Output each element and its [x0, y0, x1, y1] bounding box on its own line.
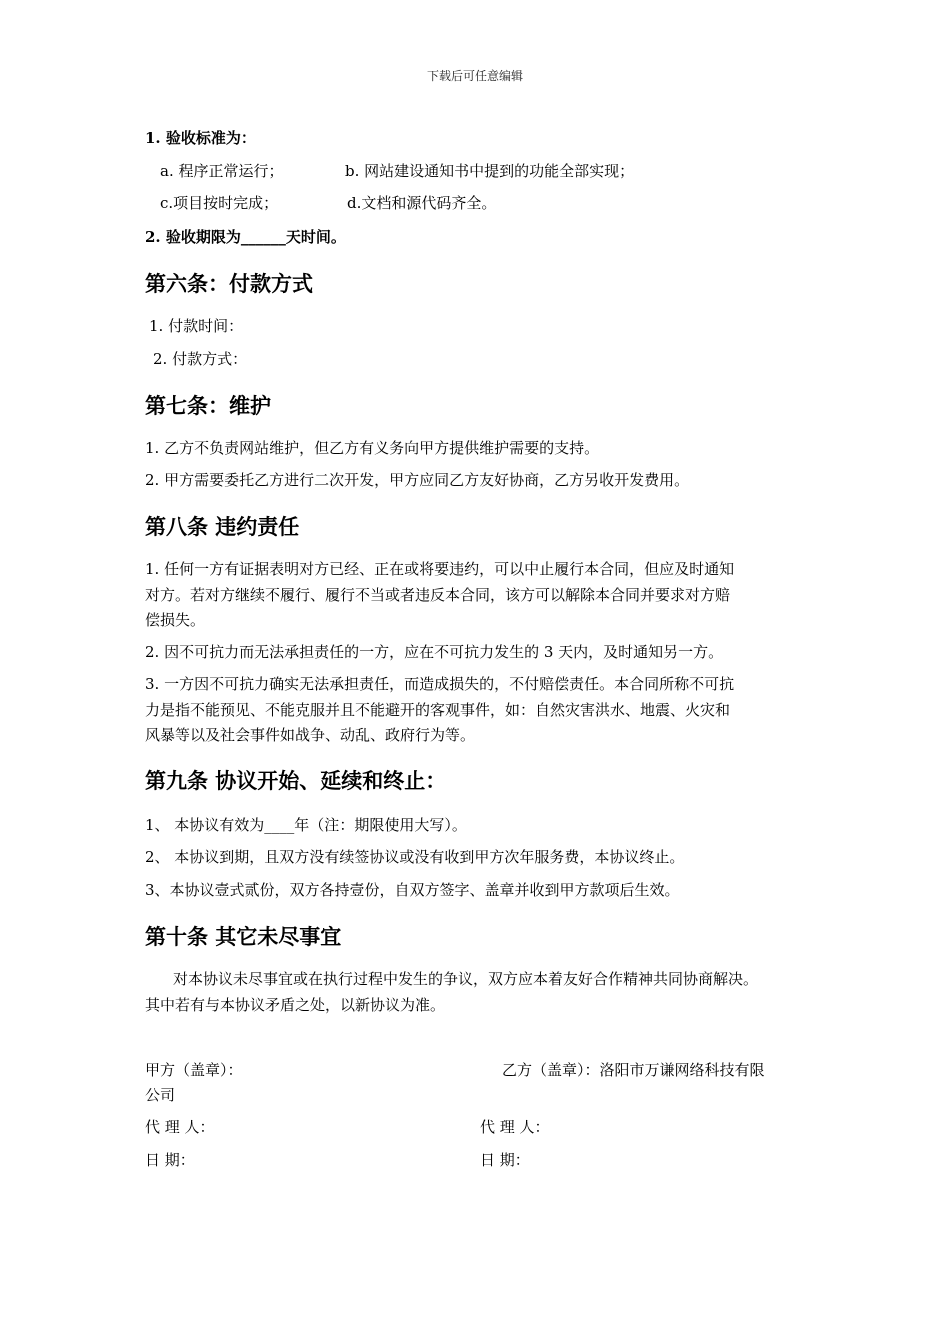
- article-8-item-2: 2. 因不可抗力而无法承担责任的一方，应在不可抗力发生的 3 天内，及时通知另一方。: [145, 643, 724, 661]
- article-8-item-3-line-2: 力是指不能预见、不能克服并且不能避开的客观事件，如：自然灾害洪水、地震、火灾和: [145, 701, 731, 719]
- page-header: 下载后可任意编辑: [426, 69, 523, 83]
- article-7-item-2: 2. 甲方需要委托乙方进行二次开发，甲方应同乙方友好协商，乙方另收开发费用。: [145, 471, 690, 489]
- party-b-agent-label: 代 理 人：: [480, 1118, 550, 1136]
- acceptance-period: 2. 验收期限为______天时间。: [145, 228, 346, 246]
- article-7-item-1: 1. 乙方不负责网站维护，但乙方有义务向甲方提供维护需要的支持。: [145, 439, 600, 457]
- party-a-date-label: 日 期：: [145, 1151, 195, 1169]
- article-10-paragraph-line-1: 对本协议未尽事宜或在执行过程中发生的争议，双方应本着友好合作精神共同协商解决。: [173, 970, 759, 988]
- article-8-item-3-line-3: 风暴等以及社会事件如战争、动乱、政府行为等。: [145, 726, 476, 744]
- article-10-title: 第十条 其它未尽事宜: [145, 925, 342, 949]
- party-b-seal-label: 乙方（盖章）：洛阳市万谦网络科技有限: [502, 1061, 765, 1079]
- party-b-seal-label-continued: 公司: [145, 1086, 176, 1104]
- acceptance-item-a: a. 程序正常运行；: [160, 162, 284, 180]
- party-a-seal-label: 甲方（盖章）：: [145, 1061, 243, 1079]
- article-6-item-2: 2. 付款方式：: [153, 350, 248, 368]
- article-8-title: 第八条 违约责任: [145, 515, 300, 539]
- article-10-paragraph-line-2: 其中若有与本协议矛盾之处，以新协议为准。: [145, 996, 446, 1014]
- article-8-item-1-line-3: 偿损失。: [145, 611, 206, 629]
- party-a-agent-label: 代 理 人：: [145, 1118, 215, 1136]
- article-8-item-3-line-1: 3. 一方因不可抗力确实无法承担责任，而造成损失的，不付赔偿责任。本合同所称不可抗: [145, 675, 735, 693]
- acceptance-item-d: d.文档和源代码齐全。: [347, 194, 497, 212]
- article-9-item-1: 1、 本协议有效为____年（注：期限使用大写）。: [145, 816, 467, 834]
- article-9-item-3: 3、本协议壹式贰份，双方各持壹份，自双方签字、盖章并收到甲方款项后生效。: [145, 881, 680, 899]
- party-b-date-label: 日 期：: [480, 1151, 530, 1169]
- acceptance-standard-title: 1. 验收标准为：: [145, 129, 256, 147]
- article-9-item-2: 2、 本协议到期，且双方没有续签协议或没有收到甲方次年服务费，本协议终止。: [145, 848, 685, 866]
- article-6-item-1: 1. 付款时间：: [149, 317, 244, 335]
- article-6-title: 第六条：付款方式: [145, 272, 313, 296]
- article-7-title: 第七条：维护: [145, 394, 271, 418]
- article-9-title: 第九条 协议开始、延续和终止：: [145, 769, 447, 793]
- acceptance-item-b: b. 网站建设通知书中提到的功能全部实现；: [345, 162, 635, 180]
- article-8-item-1-line-2: 对方。若对方继续不履行、履行不当或者违反本合同，该方可以解除本合同并要求对方赔: [145, 586, 731, 604]
- article-8-item-1-line-1: 1. 任何一方有证据表明对方已经、正在或将要违约，可以中止履行本合同，但应及时通知: [145, 560, 735, 578]
- acceptance-item-c: c.项目按时完成；: [160, 194, 279, 212]
